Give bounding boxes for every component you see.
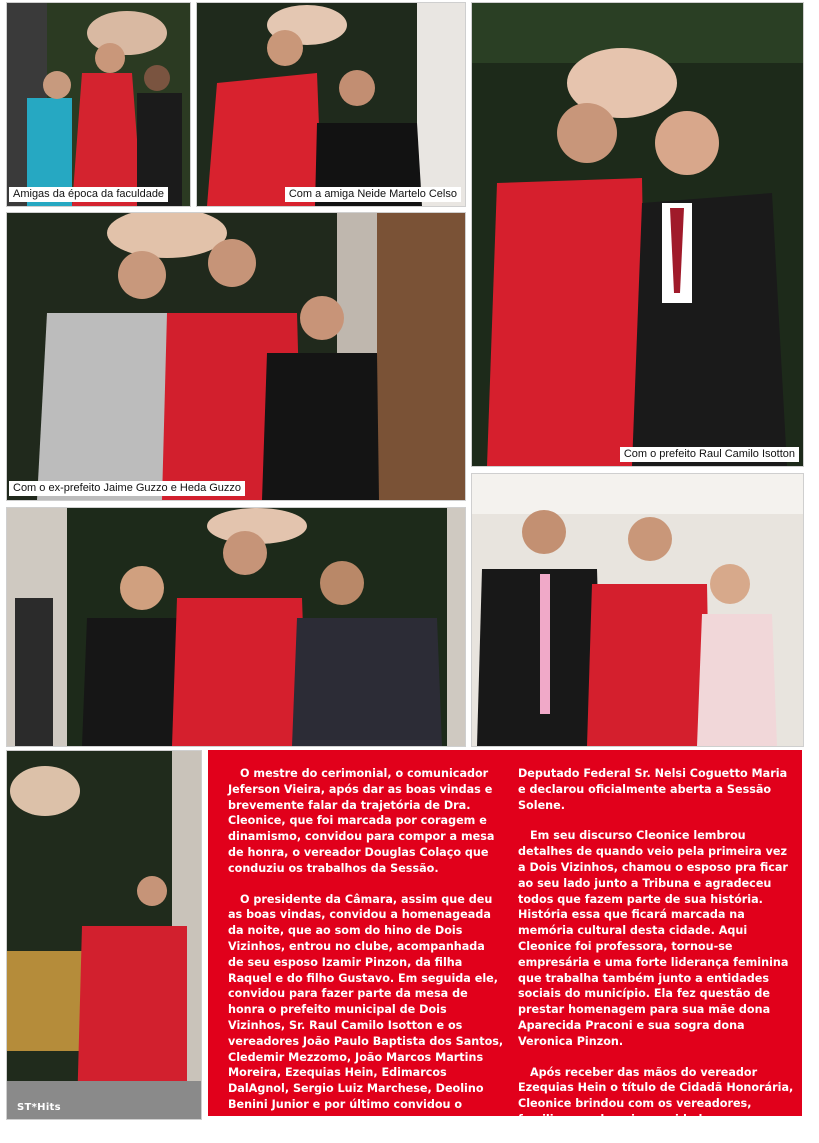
photo-friends-faculty — [6, 2, 191, 207]
photo-caption: Amigas da época da faculdade — [9, 187, 168, 202]
photo-guests-group — [6, 507, 466, 747]
article-text-box — [208, 750, 802, 1126]
photo-7-image — [7, 751, 201, 1119]
photo-caption: Com a amiga Neide Martelo Celso — [285, 187, 461, 202]
photo-credit: ST*Hits — [17, 1102, 61, 1113]
article-paragraph: Deputado Federal Sr. Nelsi Coguetto Maria e declarou oficialmente aberta a Sessão Solene. — [518, 767, 788, 812]
photo-3-image — [472, 3, 803, 466]
photo-friend-neide — [196, 2, 466, 207]
photo-hall-guests — [471, 473, 804, 747]
photo-5-image — [7, 508, 465, 746]
photo-mayor-raul — [471, 2, 804, 467]
photo-honoree-portrait — [6, 750, 202, 1120]
photo-6-image — [472, 474, 803, 746]
photo-caption: Com o ex-prefeito Jaime Guzzo e Heda Guzzo — [9, 481, 245, 496]
article-paragraph: O presidente da Câmara, assim que deu as boas vindas, convidou a homenageada da noite, que ao som do hino de Dois Vizinhos, entrou no clube, acompanhada de seu esposo Izamir Pinzon, da filha Raquel e do filho Gustavo. Em seguida ele, convidou para fazer parte da mesa de honra o prefeito municipal de Dois Vizinhos, Sr. Raul Camilo Isotton e os vereadores João Paulo Baptista dos Santos, Cledemir Mezzomo, João Marcos Martins Moreira, Ezequias Hein, Edimarcos DalAgnol, Sergio Luiz Marchese, Deolino Benini Junior e por último convidou o — [228, 892, 504, 1111]
photo-1-image — [7, 3, 190, 206]
photo-2-image — [197, 3, 465, 206]
article-paragraph: Após receber das mãos do vereador Ezequias Hein o título de Cidadã Honorária, Cleonice brindou com os vereadores, familiares e demais convidados. — [518, 1065, 794, 1126]
article-paragraph: O mestre do cerimonial, o comunicador Jeferson Vieira, após dar as boas vindas e brevemente falar da trajetória de Dra. Cleonice, que foi marcada por coragem e dinamismo, convidou para compor a mesa de honra, o vereador Douglas Colaço que conduziu os trabalhos da Sessão. — [228, 767, 495, 875]
photo-4-image — [7, 213, 465, 500]
article-column-2 — [518, 766, 794, 1143]
photo-ex-mayor-jaime — [6, 212, 466, 501]
article-column-1 — [228, 766, 504, 1128]
article-paragraph: Em seu discurso Cleonice lembrou detalhes de quando veio pela primeira vez a Dois Vizinhos, chamou o esposo pra ficar ao seu lado junto a Tribuna e agradeceu todos que fazem parte de sua história. História essa que ficará marcada na memória cultural desta cidade. Aqui Cleonice foi professora, tornou-se empresária e uma forte liderança feminina que trabalha também junto a entidades sociais do município. Ela fez questão de prestar homenagem para sua mãe dona Aparecida Praconi e sua sogra dona Veronica Pinzon. — [518, 829, 789, 1048]
photo-caption: Com o prefeito Raul Camilo Isotton — [620, 447, 799, 462]
